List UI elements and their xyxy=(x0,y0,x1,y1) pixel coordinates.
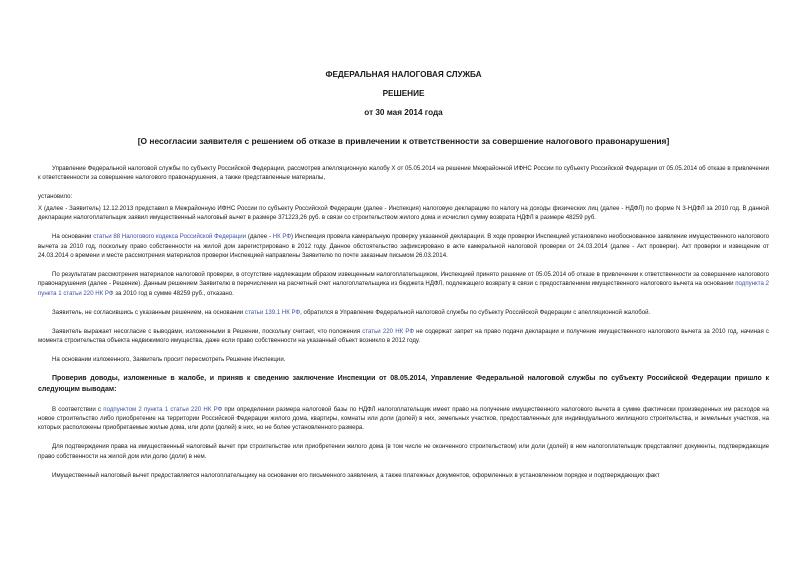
document-subject: [О несогласии заявителя с решением об отказе в привлечении к ответственности за совершение налогового правонарушения] xyxy=(137,136,670,146)
paragraph-decision xyxy=(38,270,769,298)
text-segment: Заявитель выражает несогласие с выводами, изложенными в Решении, поскольку считает, что положения xyxy=(52,327,363,335)
paragraph-appeal xyxy=(38,308,769,317)
link-nk-rf[interactable]: НК РФ xyxy=(272,233,291,241)
paragraph-established: установило: xyxy=(38,193,73,201)
text-segment: не содержат запрет на право подачи декларации и получение имущественного налогового вычета за 2010 год, начиная с момента строительства объекта недвижимого имущества, даже если право собственности на указанный объект возникло в 2012 году. xyxy=(38,327,769,345)
text-segment: при определении размера налоговой базы по НДФЛ налогоплательщик имеет право на получение имущественного налогового вычета в сумме фактически произведенных им расходов на новое строительство либо приобретение на территории Российской Федерации жилого дома, квартиры, комнаты или доли (долей) в них, земельных участков, предоставленных для индивидуального жилищного строительства, и земельных участков, на которых расположены приобретаемые жилые дома, или доли (долей) в них, но не более установленного размера. xyxy=(38,405,769,432)
paragraph-request: На основании изложенного, Заявитель просит пересмотреть Решение Инспекции. xyxy=(52,356,286,364)
document-type: РЕШЕНИЕ xyxy=(382,89,425,98)
paragraph-documents: Для подтверждения права на имущественный налоговый вычет при строительстве или приобретении жилого дома (в том числе не оконченного строительством) или доли (долей) в нем налогоплательщик представляет документы, подтверждающие право собственности на жилой дом или долю (доли) в нем. xyxy=(38,443,769,460)
paragraph-declaration: Х (далее - Заявитель) 12.12.2013 представил в Межрайонную ИФНС России по субъекту Российской Федерации (далее - Инспекция) налоговую декларацию по налогу на доходы физических лиц (далее - НДФЛ) по форме N 3-НДФЛ за 2010 год. В данной декларации налогоплательщик заявил имущественный налоговый вычет в размере 371223,26 руб. в связи со строительством жилого дома и исчислил сумму возврата НДФЛ в размере 48259 руб. xyxy=(38,204,769,222)
agency-title: ФЕДЕРАЛЬНАЯ НАЛОГОВАЯ СЛУЖБА xyxy=(325,70,482,79)
document-date: от 30 мая 2014 года xyxy=(364,108,443,117)
paragraph-intro: Управление Федеральной налоговой службы по субъекту Российской Федерации, рассмотрев апелляционную жалобу Х от 05.05.2014 на решение Межрайонной ИФНС России по субъекту Российской Федерации от 05.05.2014 об отказе в привлечении к ответственности за совершение налогового правонарушения, а также представленные материалы, xyxy=(38,165,769,182)
link-article-139-1[interactable]: статьи 139.1 НК РФ xyxy=(244,308,301,316)
text-segment: за 2010 год в сумме 48259 руб., отказано. xyxy=(113,289,234,297)
link-subparagraph-2-article-220[interactable]: подпункта 2 пункта 1 статьи 220 НК РФ xyxy=(38,280,769,297)
document-body xyxy=(38,164,769,490)
text-segment: На основании xyxy=(52,233,94,241)
link-article-220[interactable]: статьи 220 НК РФ xyxy=(362,327,414,335)
paragraph-legal-basis xyxy=(38,405,769,433)
text-segment: В соответствии с xyxy=(52,405,104,413)
paragraph-conclusion-lead: Проверив доводы, изложенные в жалобе, и приняв к сведению заключение Инспекции от 08.05.2014, Управление Федеральной налоговой службы по субъекту Российской Федерации пришло к следующим выводам: xyxy=(38,375,769,393)
paragraph-disagreement xyxy=(38,327,769,346)
text-segment: ) Инспекция провела камеральную проверку указанной декларации. В ходе проверки Инспекцией установлено необоснованное заявление имущественного налогового вычета за 2010 год, поскольку право собственности на жилой дом зарегистрировано в 2012 году. Данное обстоятельство зафиксировано в акте камеральной налоговой проверки от 24.03.2014 (далее - Акт проверки). Акт проверки и извещение от 24.03.2014 о времени и месте рассмотрения материалов проверки Инспекцией направлены Заявителю по почте заказным письмом 26.03.2014. xyxy=(38,233,769,260)
paragraph-deduction: Имущественный налоговый вычет предоставляется налогоплательщику на основании его письменного заявления, а также платежных документов, оформленных в установленном порядке и подтверждающих факт xyxy=(52,471,660,479)
text-segment: (далее - xyxy=(246,233,273,241)
text-segment: По результатам рассмотрения материалов налоговой проверки, в отсутствие надлежащим образом извещенным налогоплательщиком, Инспекцией принято решение от 05.05.2014 об отказе в привлечении к ответственности за совершение налогового правонарушения (далее - Решение). Данным решением Заявителю в перечислении на расчетный счет налогоплательщика из бюджета НДФЛ, подлежащего возврату в связи с предоставлением имущественного налогового вычета на основании xyxy=(38,271,769,288)
paragraph-audit xyxy=(38,232,769,260)
link-article-88[interactable]: статьи 88 Налогового кодекса Российской Федерации xyxy=(93,233,247,241)
text-segment: , обратился в Управление Федеральной налоговой службы по субъекту Российской Федерации с апелляционной жалобой. xyxy=(300,308,651,316)
text-segment: Заявитель, не согласившись с указанным решением, на основании xyxy=(52,308,245,316)
link-subparagraph-2-article-220-b[interactable]: подпунктом 2 пункта 1 статьи 220 НК РФ xyxy=(103,405,223,413)
